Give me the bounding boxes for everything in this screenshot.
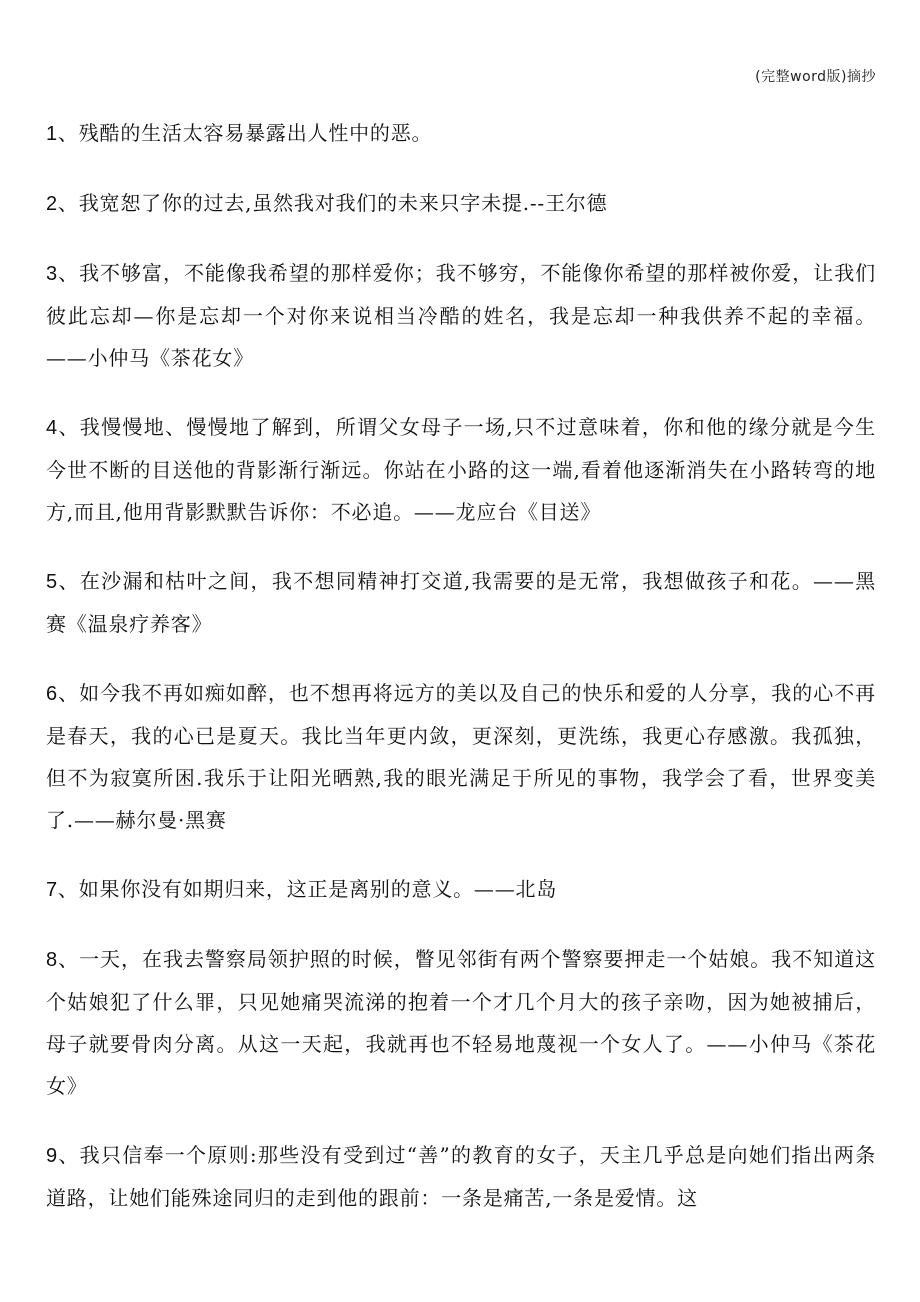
page-header: (完整word版)摘抄 [755,69,876,85]
quote-text: 一天，在我去警察局领护照的时候，瞥见邻街有两个警察要押走一个姑娘。我不知道这个姑娘犯了什么罪，只见她痛哭流涕的抱着一个才几个月大的孩子亲吻，因为她被捕后，母子就要骨肉分离。从这一天起，我就再也不轻易地蔑视一个女人了。——小仲马《茶花女》 [46,947,876,1098]
quote-number: 8、 [46,949,80,971]
quote-number: 1、 [46,123,79,145]
quote-number: 3、 [46,263,80,285]
quote-text: 我只信奉一个原则:那些没有受到过“善”的教育的女子，天主几乎总是向她们指出两条道路，让她们能殊途同归的走到他的跟前：一条是痛苦,一条是爱情。这 [46,1143,876,1210]
quote-number: 5、 [46,571,80,593]
quote-text: 我慢慢地、慢慢地了解到，所谓父女母子一场,只不过意味着，你和他的缘分就是今生今世不断的目送他的背影渐行渐远。你站在小路的这一端,看着他逐渐消失在小路转弯的地方,而且,他用背影默默告诉你：不必追。——龙应台《目送》 [46,415,876,524]
quote-item [46,406,876,533]
quote-text: 在沙漏和枯叶之间，我不想同精神打交道,我需要的是无常，我想做孩子和花。——黑赛《温泉疗养客》 [46,569,876,636]
quote-item [46,560,876,645]
quote-item [46,938,876,1107]
quote-number: 7、 [46,879,79,901]
quote-text: 我宽恕了你的过去,虽然我对我们的未来只字未提.--王尔德 [78,191,608,215]
quote-item [46,868,876,911]
quote-number: 2、 [46,193,79,215]
quote-text: 残酷的生活太容易暴露出人性中的恶。 [78,121,433,145]
quote-text: 如果你没有如期归来，这正是离别的意义。——北岛 [78,877,558,901]
quote-number: 6、 [46,683,80,705]
quote-number: 9、 [46,1145,80,1167]
quote-item [46,182,876,225]
quote-item [46,672,876,841]
quote-item [46,1134,876,1219]
document-body [46,112,876,1246]
quote-item [46,112,876,155]
quote-item [46,252,876,379]
quote-text: 如今我不再如痴如醉，也不想再将远方的美以及自己的快乐和爱的人分享，我的心不再是春天，我的心已是夏天。我比当年更内敛，更深刻，更洗练，我更心存感激。我孤独，但不为寂寞所困.我乐于让阳光晒熟,我的眼光满足于所见的事物，我学会了看，世界变美了.——赫尔曼·黑赛 [46,681,876,832]
quote-number: 4、 [46,417,80,439]
quote-text: 我不够富，不能像我希望的那样爱你；我不够穷，不能像你希望的那样被你爱，让我们彼此忘却—你是忘却一个对你来说相当冷酷的姓名，我是忘却一种我供养不起的幸福。——小仲马《茶花女》 [46,261,876,370]
